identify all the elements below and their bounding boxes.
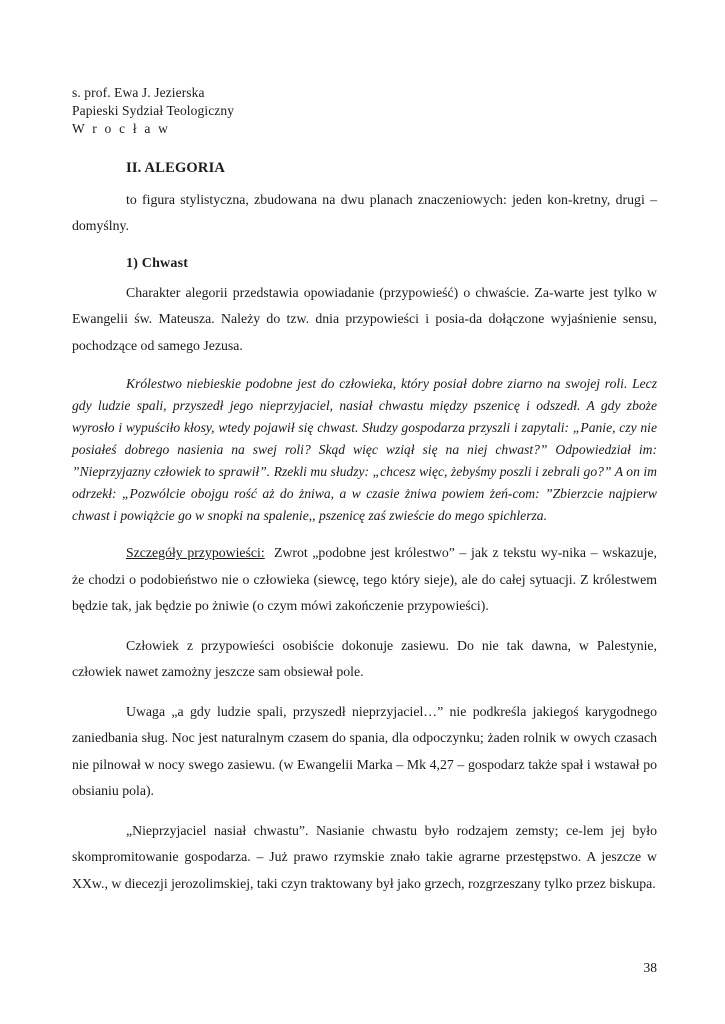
- paragraph-3: Człowiek z przypowieści osobiście dokonuje zasiewu. Do nie tak dawna, w Palestynie, człowiek nawet zamożny jeszcze sam obsiewał pole.: [72, 637, 657, 680]
- scripture-quote: Królestwo niebieskie podobne jest do człowieka, który posiał dobre ziarno na swojej roli. Lecz gdy ludzie spali, przyszedł jego nieprzyjaciel, nasiał chwastu między pszenicę i odszedł. A gdy zboże wyrosło i wypuściło kłosy, wtedy pojawił się chwast. Słudzy gospodarza przyszli i zapytali: „Panie, czy nie posiałeś dobrego nasienia na swej roli? Skąd więc wziął się na niej chwast?” Odpowiedział im: ”Nieprzyjazny człowiek to sprawił”. Rzekli mu słudzy: „chcesz więc, żebyśmy poszli i zebrali go?” A on im odrzekł: „Pozwólcie obojgu rość aż do żniwa, a w czasie żniwa powiem żeń-com: ”Zbierzcie najpierw chwast i powiążcie go w snopki na spalenie,, pszenicę zaś zwieście do mego spichlerza.: [72, 376, 657, 524]
- page-number: 38: [643, 960, 657, 975]
- author-institution: Papieski Sydział Teologiczny: [72, 102, 235, 118]
- author-city: W r o c ł a w: [72, 120, 171, 136]
- paragraph-2: [72, 540, 657, 619]
- subsection-heading: 1) Chwast: [126, 255, 189, 271]
- author-header: [72, 84, 657, 138]
- paragraph-4: Uwaga „a gdy ludzie spali, przyszedł nieprzyjaciel…” nie podkreśla jakiegoś karygodnego zaniedbania sług. Noc jest naturalnym czasem do spania, dla odpoczynku; żaden rolnik w owych czasach nie pilnował w nocy swego zasiewu. (w Ewangelii Marka – Mk 4,27 – gospodarz także spał i wstawał po obsianiu pola).: [72, 703, 657, 799]
- paragraph-1: Charakter alegorii przedstawia opowiadanie (przypowieść) o chwaście. Za-warte jest tylko w Ewangelii św. Mateusza. Należy do tzw. dnia przypowieści i posia-da dołączone wyjaśnienie sensu, pochodzące od samego Jezusa.: [72, 284, 657, 353]
- author-name: s. prof. Ewa J. Jezierska: [72, 85, 205, 100]
- section-intro-paragraph: to figura stylistyczna, zbudowana na dwu planach znaczeniowych: jeden kon-kretny, drugi – domyślny.: [72, 191, 657, 234]
- section-heading: II. ALEGORIA: [126, 159, 226, 176]
- paragraph-5: „Nieprzyjaciel nasiał chwastu”. Nasianie chwastu było rodzajem zemsty; ce-lem jej było skompromitowanie gospodarza. – Już prawo rzymskie znało takie agrarne przestępstwo. A jeszcze w XXw., w diecezji jerozolimskiej, taki czyn traktowany był jako grzech, rozgrzeszany tylko przez biskupa.: [72, 822, 657, 891]
- paragraph-2-label: Szczegóły przypowieści:: [126, 545, 265, 561]
- paragraph-2-text: Zwrot „podobne jest królestwo” – jak z tekstu wy-nika – wskazuje, że chodzi o podobieństwo nie o człowieka (siewcę, tego który sieje), ale do całej sytuacji. Z królestwem będzie tak, jak będzie po żniwie (o czym mówi zakończenie przypowieści).: [72, 545, 657, 614]
